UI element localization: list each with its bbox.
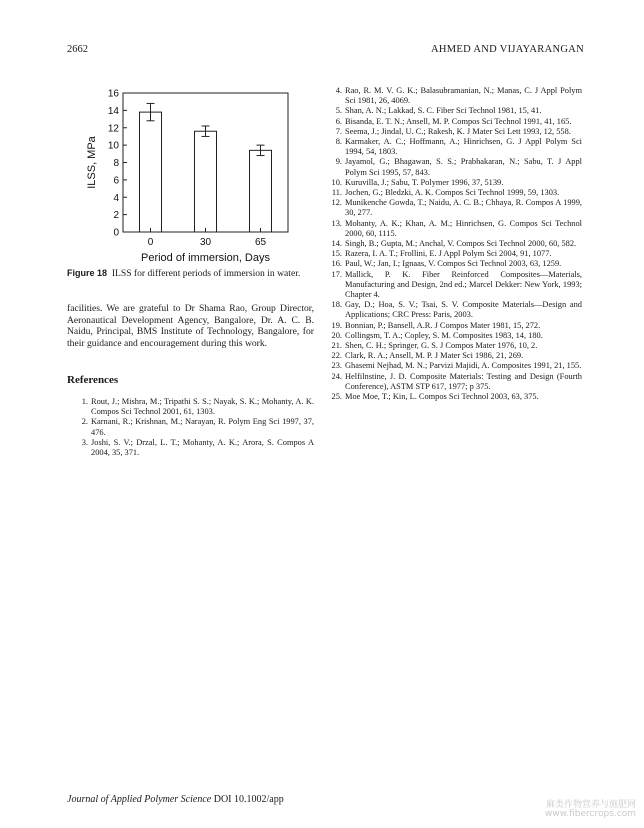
figure-caption-text: ILSS for different periods of immersion in water.	[111, 268, 301, 279]
reference-number: 5.	[335, 106, 342, 116]
reference-text: Bonnian, P.; Bansell, A.R. J Compos Mater 1981, 15, 272.	[345, 320, 541, 330]
reference-item	[331, 321, 582, 331]
reference-number: 10.	[331, 177, 342, 187]
bar	[250, 150, 272, 232]
reference-text: Rout, J.; Mishra, M.; Tripathi S. S.; Nayak, S. K.; Mohanty, A. K. Compos Sci Technol 2001, 61, 1303.	[91, 397, 314, 417]
reference-item	[331, 392, 582, 402]
reference-text: Karnani, R.; Krishnan, M.; Narayan, R. Polym Eng Sci 1997, 37, 476.	[91, 417, 314, 437]
reference-number: 6.	[335, 116, 342, 126]
reference-number: 2.	[81, 417, 88, 427]
reference-text: Gay, D.; Hoa, S. V.; Tsai, S. V. Composite Materials—Design and Applications; CRC Press: Paris, 2003.	[345, 300, 582, 320]
reference-text: Munikenche Gowda, T.; Naidu, A. C. B.; Chhaya, R. Compos A 1999, 30, 277.	[345, 198, 582, 218]
reference-number: 9.	[335, 157, 342, 167]
reference-text: Shan, A. N.; Lakkad, S. C. Fiber Sci Technol 1981, 15, 41.	[345, 106, 542, 116]
y-tick-label: 8	[113, 158, 119, 169]
reference-text: Joshi, S. V.; Drzal, L. T.; Mohanty, A. K.; Arora, S. Compos A 2004, 35, 371.	[91, 437, 314, 458]
reference-item	[331, 198, 582, 218]
reference-item	[79, 438, 314, 458]
reference-text: Moe Moe, T.; Kin, L. Compos Sci Technol 2003, 63, 375.	[345, 392, 539, 402]
reference-number: 19.	[331, 320, 342, 330]
reference-number: 16.	[331, 259, 342, 269]
reference-item	[331, 106, 582, 116]
reference-number: 15.	[331, 249, 342, 259]
reference-number: 18.	[331, 300, 342, 310]
reference-number: 24.	[331, 371, 342, 381]
reference-text: Seema, J.; Jindal, U. C.; Rakesh, K. J Mater Sci Lett 1993, 12, 558.	[345, 126, 571, 136]
x-tick-label: 30	[199, 237, 212, 248]
watermark-url: www.fibercrops.com	[545, 809, 636, 819]
y-tick-label: 2	[113, 210, 119, 222]
bar	[140, 112, 162, 232]
reference-text: Paul, W.; Jan, I.; Ignaas, V. Compos Sci Technol 2003, 63, 1259.	[345, 259, 562, 269]
references-list-right	[331, 86, 582, 402]
reference-text: Singh, B.; Gupta, M.; Anchal, V. Compos Sci Technol 2000, 60, 582.	[345, 239, 577, 249]
reference-item	[331, 249, 582, 259]
journal-name: Journal of Applied Polymer Science	[67, 794, 212, 805]
reference-number: 3.	[81, 437, 88, 447]
figure-caption	[67, 268, 314, 280]
reference-text: Ghasemi Nejhad, M. N.; Parvizi Majidi, A. Composites 1991, 21, 155.	[345, 361, 582, 371]
reference-item	[331, 157, 582, 177]
reference-item	[331, 178, 582, 188]
reference-text: Bisanda, E. T. N.; Ansell, M. P. Compos Sci Technol 1991, 41, 165.	[345, 116, 572, 126]
reference-item	[331, 259, 582, 269]
y-axis-label: ILSS, MPa	[86, 136, 98, 189]
reference-text: Rao, R. M. V. G. K.; Balasubramanian, N.; Manas, C. J Appl Polym Sci 1981, 26, 4069.	[345, 86, 582, 106]
reference-item	[331, 239, 582, 249]
reference-text: Mohanty, A. K.; Khan, A. M.; Hinrichsen, G. Compos Sci Technol 2000, 60, 1115.	[345, 218, 582, 238]
reference-item	[331, 372, 582, 392]
journal-footer	[67, 794, 284, 805]
reference-number: 22.	[331, 351, 342, 361]
reference-item	[331, 300, 582, 320]
reference-item	[331, 341, 582, 351]
y-tick-label: 12	[107, 123, 119, 135]
y-tick-label: 16	[107, 88, 119, 100]
y-tick-label: 4	[113, 192, 119, 204]
y-tick-label: 0	[113, 227, 119, 239]
reference-number: 23.	[331, 361, 342, 371]
watermark-site-name: 麻类作物营养与施肥网	[545, 800, 636, 810]
x-tick-label: 0	[147, 237, 154, 248]
reference-number: 12.	[331, 198, 342, 208]
running-title: AHMED AND VIJAYARANGAN	[430, 44, 584, 55]
reference-item	[331, 86, 582, 106]
reference-text: Karmaker, A. C.; Hoffmann, A.; Hinrichsen, G. J Appl Polym Sci 1994, 54, 1803.	[345, 137, 582, 157]
acknowledgment-paragraph: facilities. We are grateful to Dr Shama Rao, Group Director, Aeronautical Development Agency, Bangalore, Dr. A. C. B. Naidu, Principal, BMS Institute of Technology, Bangalore, for their guidance and encouragement during this work.	[67, 303, 314, 349]
reference-number: 21.	[331, 341, 342, 351]
reference-item	[331, 188, 582, 198]
reference-number: 17.	[331, 269, 342, 279]
reference-number: 13.	[331, 218, 342, 228]
reference-number: 25.	[331, 392, 342, 402]
reference-number: 14.	[331, 239, 342, 249]
reference-number: 11.	[331, 188, 342, 198]
reference-text: Clark, R. A.; Ansell, M. P. J Mater Sci 1986, 21, 269.	[345, 351, 524, 361]
reference-item	[79, 397, 314, 417]
reference-text: Razera, I. A. T.; Frollini, E. J Appl Polym Sci 2004, 91, 1077.	[345, 249, 552, 259]
x-axis-label: Period of immersion, Days	[141, 252, 270, 264]
reference-text: Jochen, G.; Bledzki, A. K. Compos Sci Technol 1999, 59, 1303.	[345, 188, 560, 198]
reference-text: Collingsm, T. A.; Copley, S. M. Composites 1983, 14, 180.	[345, 330, 543, 340]
reference-item	[331, 219, 582, 239]
references-heading: References	[67, 374, 119, 386]
y-tick-label: 14	[107, 105, 119, 117]
references-list-left	[79, 397, 314, 458]
reference-number: 1.	[81, 397, 88, 406]
reference-text: Mallick, P. K. Fiber Reinforced Composites—Materials, Manufacturing and Design, 2nd ed.; Marcel Dekker: New York, 1993; Chapter 4.	[345, 269, 582, 300]
reference-item	[331, 127, 582, 137]
reference-item	[331, 117, 582, 127]
reference-item	[331, 137, 582, 157]
reference-item	[79, 417, 314, 437]
reference-text: Jayamol, G.; Bhagawan, S. S.; Prabhakaran, N.; Sabu, T. J Appl Polym Sci 1995, 57, 843.	[345, 157, 582, 177]
reference-number: 7.	[335, 126, 342, 136]
y-tick-label: 10	[107, 140, 119, 152]
reference-item	[331, 361, 582, 371]
y-tick-label: 6	[113, 175, 119, 187]
reference-number: 20.	[331, 330, 342, 340]
reference-number: 4.	[335, 86, 342, 95]
ilss-bar-chart	[66, 78, 316, 278]
reference-text: Kuruvilla, J.; Sabu, T. Polymer 1996, 37, 5139.	[345, 177, 504, 187]
reference-text: Shen, C. H.; Springer, G. S. J Compos Mater 1976, 10, 2.	[345, 341, 538, 351]
reference-item	[331, 351, 582, 361]
figure-label: Figure 18	[67, 268, 108, 278]
reference-text: Helfilnstine, J. D. Composite Materials: Testing and Design (Fourth Conference), ASTM STP 617, 1977; p 375.	[345, 371, 582, 391]
page-number: 2662	[67, 44, 88, 55]
reference-item	[331, 270, 582, 301]
x-tick-label: 65	[254, 237, 267, 248]
bar	[195, 131, 217, 232]
reference-number: 8.	[335, 137, 342, 147]
reference-item	[331, 331, 582, 341]
journal-doi: DOI 10.1002/app	[211, 794, 284, 805]
